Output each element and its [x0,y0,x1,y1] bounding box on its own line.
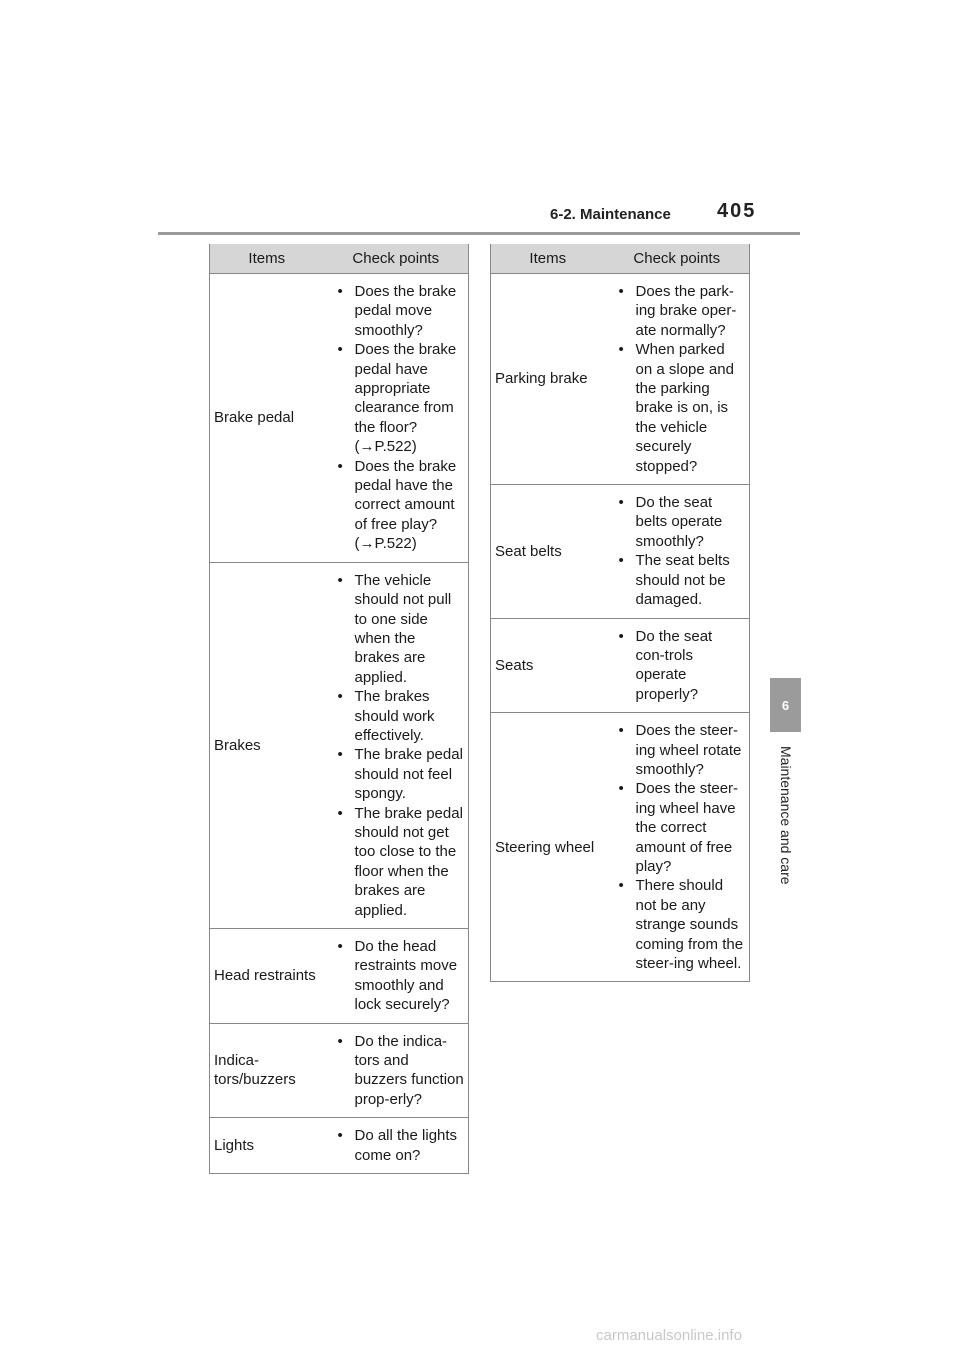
check-points-header: Check points [324,244,469,274]
checkpoints-table-right [490,244,750,982]
item-cell: Lights [210,1118,324,1174]
check-item: • Do the seat belts operate smoothly? [619,493,746,551]
check-points-header: Check points [605,244,750,274]
table-body [210,274,469,1174]
table-row [491,618,750,713]
table-row [210,1023,469,1118]
check-points-cell [605,485,750,618]
check-list [619,721,746,973]
item-cell: Steering wheel [491,713,605,982]
check-item: • Does the steer-ing wheel rotate smoothly? [619,721,746,779]
check-item: • Do the seat con-trols operate properly? [619,627,746,705]
item-cell: Indica-tors/buzzers [210,1023,324,1118]
item-cell: Seat belts [491,485,605,618]
chapter-label [772,746,800,916]
check-list [338,1032,465,1110]
header-divider [158,232,800,235]
table-row [491,485,750,618]
check-points-cell [605,713,750,982]
table-row [210,1118,469,1174]
check-item: • There should not be any strange sounds coming from the steer-ing wheel. [619,876,746,973]
check-points-cell [324,929,469,1024]
chapter-label-text: Maintenance and care [778,746,794,885]
check-item: • Do the indica-tors and buzzers function prop-erly? [338,1032,465,1110]
check-list [338,1126,465,1165]
check-list [619,627,746,705]
check-item: • When parked on a slope and the parking brake is on, is the vehicle securely stopped? [619,340,746,476]
item-cell: Head restraints [210,929,324,1024]
check-points-cell [605,618,750,713]
check-item: • The brakes should work effectively. [338,687,465,745]
item-cell: Seats [491,618,605,713]
check-list [338,571,465,920]
check-item: • Does the brake pedal have appropriate clearance from the floor? (→P.522) [338,340,465,456]
check-list [338,937,465,1015]
page-number: 405 [717,200,757,222]
table-row [210,274,469,563]
item-cell: Brakes [210,562,324,928]
check-item: • Do all the lights come on? [338,1126,465,1165]
check-item: • Does the brake pedal move smoothly? [338,282,465,340]
table-row [491,274,750,485]
check-item: • Do the head restraints move smoothly and lock securely? [338,937,465,1015]
check-item: • The vehicle should not pull to one side when the brakes are applied. [338,571,465,687]
check-points-cell [324,1023,469,1118]
table-row [210,562,469,928]
section-title: 6-2. Maintenance [550,206,671,223]
checkpoints-table-left [209,244,469,1174]
check-item: • Does the steer-ing wheel have the correct amount of free play? [619,779,746,876]
check-points-cell [324,1118,469,1174]
check-points-cell [324,274,469,563]
chapter-number: 6 [781,697,790,713]
watermark: carmanualsonline.info [596,1327,742,1344]
table-row [210,929,469,1024]
check-points-cell [605,274,750,485]
check-list [338,282,465,554]
item-cell: Parking brake [491,274,605,485]
items-header: Items [491,244,605,274]
chapter-tab[interactable] [770,678,801,732]
check-item: • The brake pedal should not get too close to the floor when the brakes are applied. [338,804,465,920]
check-item: • The brake pedal should not feel spongy. [338,745,465,803]
check-item: • The seat belts should not be damaged. [619,551,746,609]
item-cell: Brake pedal [210,274,324,563]
check-points-cell [324,562,469,928]
items-header: Items [210,244,324,274]
table-row [491,713,750,982]
check-list [619,493,746,609]
check-list [619,282,746,476]
check-item: • Does the brake pedal have the correct amount of free play? (→P.522) [338,457,465,554]
table-body [491,274,750,982]
check-item: • Does the park-ing brake oper-ate normally? [619,282,746,340]
